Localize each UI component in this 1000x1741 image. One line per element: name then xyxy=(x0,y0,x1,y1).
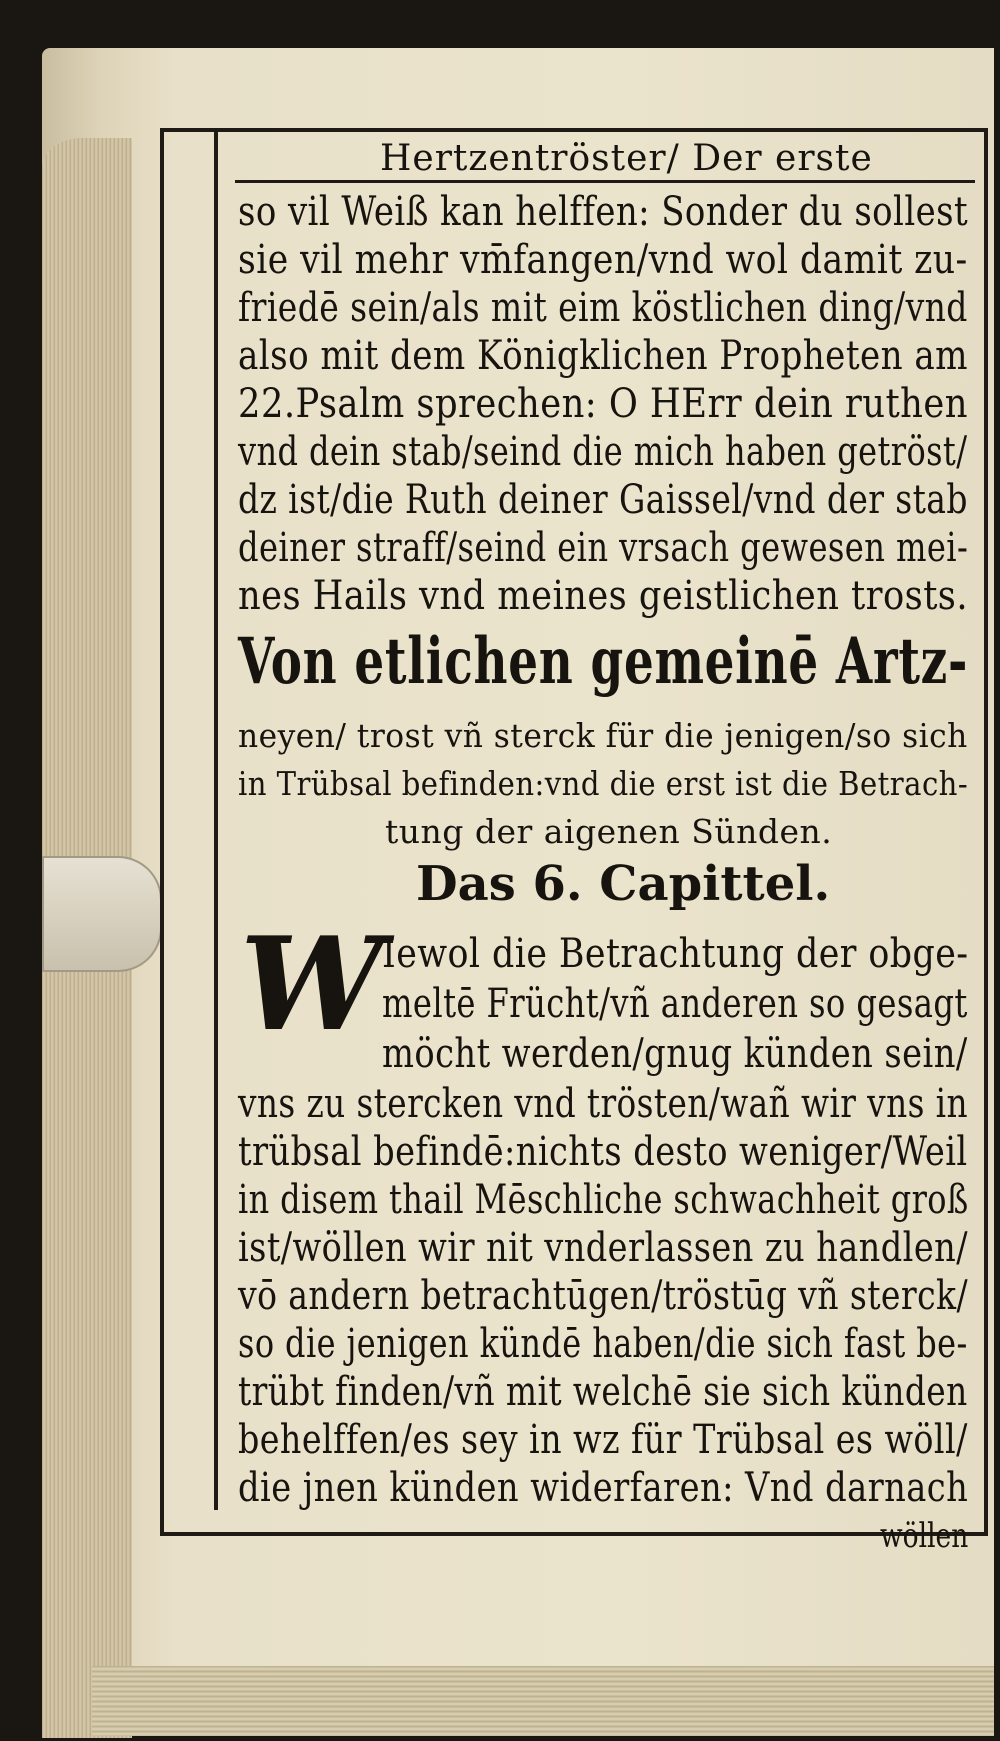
section-heading: Von etlichen gemeinē Artz- xyxy=(238,624,969,699)
subheading-line: tung der aigenen Sünden. xyxy=(385,812,833,851)
para2-line: behelffen/es sey in wz für Trübsal es wöll/ xyxy=(238,1417,968,1463)
bottom-page-edges xyxy=(92,1666,994,1736)
para1-line: nes Hails vnd meines geistlichen trosts. xyxy=(238,573,969,619)
para2-line: so die jenigen kündē haben/die sich fast be- xyxy=(238,1321,968,1367)
para1-line: vnd dein stab/seind die mich haben getröst/ xyxy=(238,429,968,475)
subheading-line: neyen/ trost vñ sterck für die jenigen/so sich xyxy=(238,716,968,755)
para1-line: also mit dem Königklichen Propheten am xyxy=(238,333,968,379)
para1-line: sie vil mehr vm̄fangen/vnd wol damit zu- xyxy=(238,237,968,283)
para1-line: so vil Weiß kan helffen: Sonder du sollest xyxy=(238,189,969,235)
para2-line: vō andern betrachtūgen/tröstūg vñ sterck/ xyxy=(238,1273,968,1319)
decorated-initial: W xyxy=(240,910,384,1060)
para2-line: möcht werden/gnug künden sein/ xyxy=(382,1031,968,1077)
para2-line: meltē Frücht/vñ anderen so gesagt xyxy=(382,981,968,1027)
bookmark-tab xyxy=(42,856,162,972)
para1-line: 22.Psalm sprechen: O HErr dein ruthen xyxy=(238,381,968,427)
subheading-line: in Trübsal befinden:vnd die erst ist die Betrach- xyxy=(238,764,969,803)
margin-rule xyxy=(214,128,218,1510)
running-head: Hertzentröster/ Der erste xyxy=(380,138,873,179)
para2-line: in disem thail Mēschliche schwachheit groß xyxy=(238,1177,969,1223)
para2-line: die jnen künden widerfaren: Vnd darnach xyxy=(238,1465,969,1511)
para1-line: deiner straff/seind ein vrsach gewesen mei- xyxy=(238,525,969,571)
catchword: wöllen xyxy=(880,1516,969,1556)
header-rule xyxy=(235,180,975,183)
para2-line: ist/wöllen wir nit vnderlassen zu handlen/ xyxy=(238,1225,968,1271)
para2-line: trübt finden/vñ mit welchē sie sich künden xyxy=(238,1369,968,1415)
para2-line: trübsal befindē:nichts desto weniger/Weil xyxy=(238,1129,968,1175)
chapter-title: Das 6. Capittel. xyxy=(416,856,831,912)
para2-line: vns zu stercken vnd trösten/wañ wir vns in xyxy=(238,1081,969,1127)
para1-line: friedē sein/als mit eim köstlichen ding/vnd xyxy=(238,285,968,331)
para2-line: Iewol die Betrachtung der obge- xyxy=(382,931,969,977)
para1-line: dz ist/die Ruth deiner Gaissel/vnd der stab xyxy=(238,477,968,523)
